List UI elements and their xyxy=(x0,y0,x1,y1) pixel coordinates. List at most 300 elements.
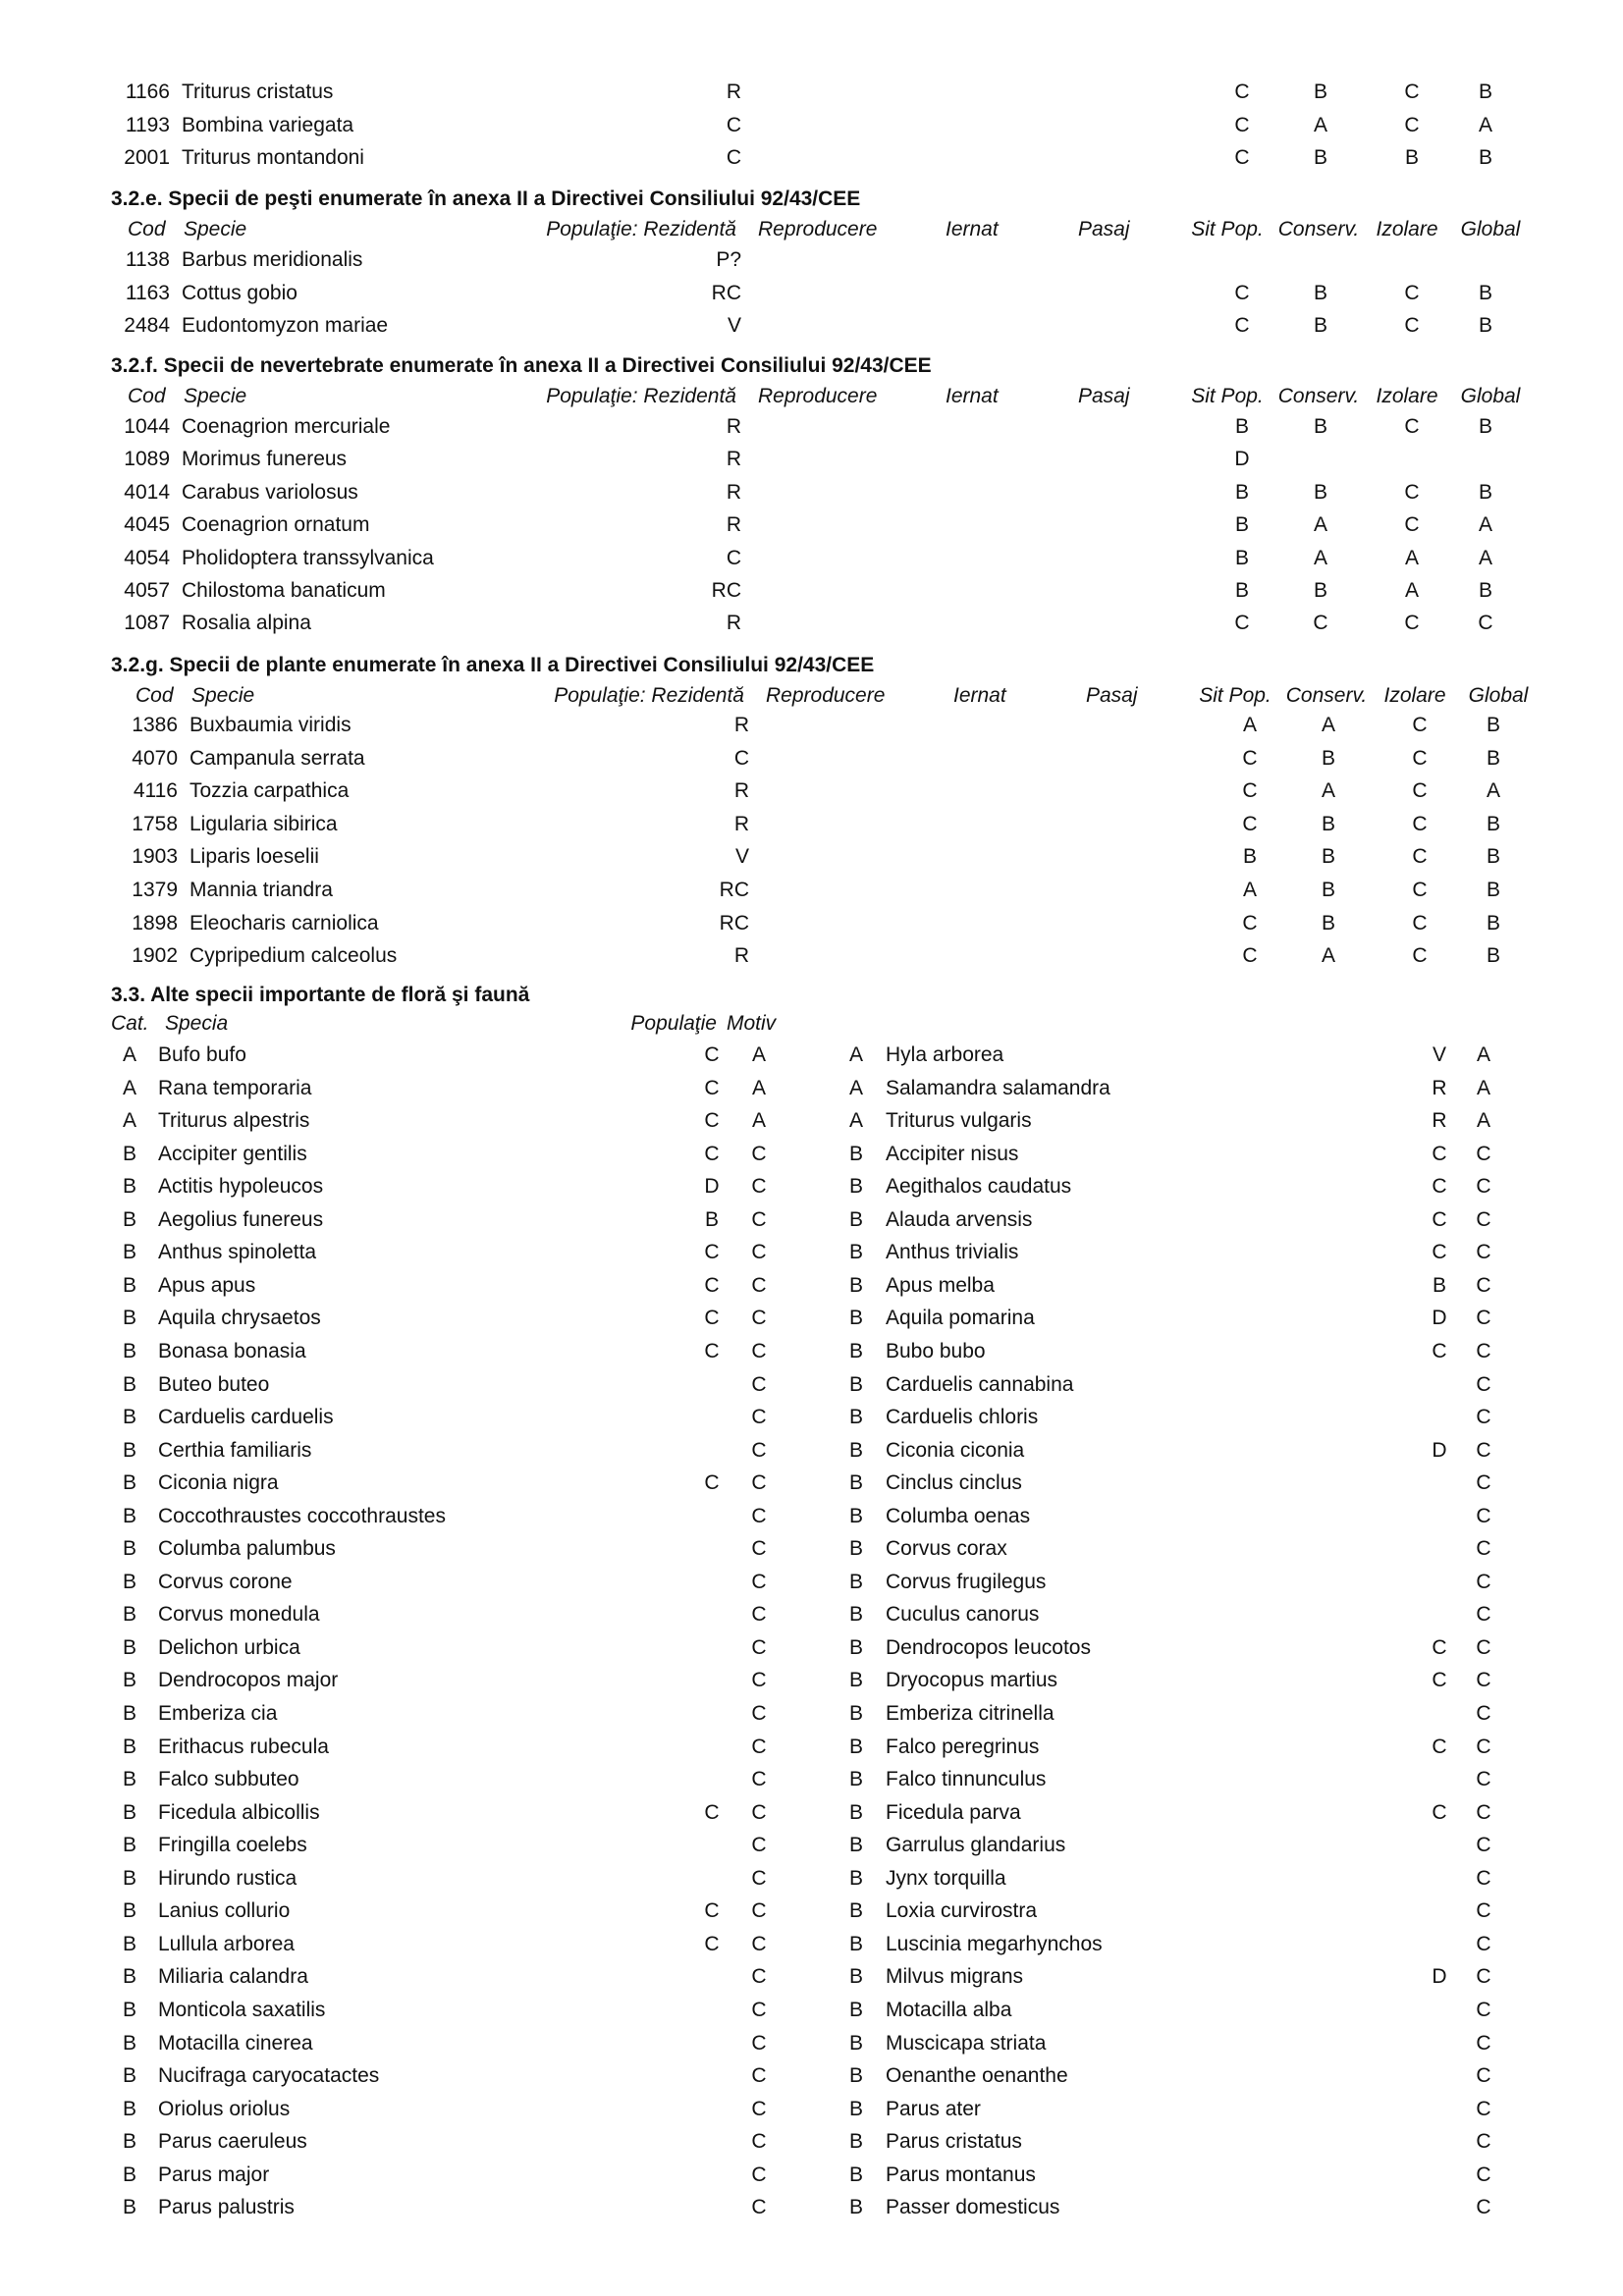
invertebrate-rez-cell: R xyxy=(726,480,741,504)
right-population-cell: R xyxy=(1432,1109,1447,1133)
right-population-cell: C xyxy=(1432,1241,1447,1264)
amphibian-cons-cell: B xyxy=(1313,146,1327,169)
plant-cons-cell: A xyxy=(1321,779,1335,803)
invertebrates-header-specie: Specie xyxy=(184,385,247,407)
other-species-row xyxy=(0,1040,1623,1071)
amphibian-rez-cell: R xyxy=(726,80,741,103)
right-motiv-cell: C xyxy=(1476,1241,1491,1264)
right-population-cell: D xyxy=(1432,1438,1447,1462)
left-motiv-cell: C xyxy=(751,2163,767,2186)
right-population-cell: C xyxy=(1432,1339,1447,1362)
right-population-cell: C xyxy=(1432,1142,1447,1165)
left-motiv-cell: C xyxy=(751,1504,767,1527)
right-species-name: Carduelis cannabina xyxy=(886,1372,1074,1396)
left-motiv-cell: C xyxy=(751,1998,767,2021)
invertebrate-specie-cell: Chilostoma banaticum xyxy=(182,579,386,602)
left-cat-cell: B xyxy=(122,2097,136,2120)
fish-header-glob: Global xyxy=(1460,218,1521,240)
left-species-name: Emberiza cia xyxy=(158,1702,278,1725)
right-motiv-cell: C xyxy=(1476,1866,1491,1890)
right-cat-cell: B xyxy=(848,2064,863,2088)
fish-cod-cell: 2484 xyxy=(124,314,170,337)
left-cat-cell: B xyxy=(122,2130,136,2154)
right-cat-cell: B xyxy=(848,1207,863,1231)
left-species-name: Rana temporaria xyxy=(158,1076,312,1099)
amphibian-sit-cell: C xyxy=(1234,113,1250,136)
right-species-name: Dryocopus martius xyxy=(886,1669,1058,1692)
left-motiv-cell: C xyxy=(751,1965,767,1989)
right-motiv-cell: C xyxy=(1476,1175,1491,1199)
left-species-name: Fringilla coelebs xyxy=(158,1834,307,1857)
right-motiv-cell: C xyxy=(1476,1899,1491,1923)
left-motiv-cell: C xyxy=(751,1702,767,1725)
right-species-name: Anthus trivialis xyxy=(886,1241,1019,1264)
left-species-name: Parus caeruleus xyxy=(158,2130,307,2154)
invertebrate-glob-cell: B xyxy=(1478,480,1492,504)
left-motiv-cell: C xyxy=(751,1273,767,1297)
plant-sit-cell: C xyxy=(1242,746,1258,770)
plant-specie-cell: Tozzia carpathica xyxy=(189,779,350,803)
right-cat-cell: B xyxy=(848,1834,863,1857)
right-species-name: Oenanthe oenanthe xyxy=(886,2064,1068,2088)
fish-row xyxy=(0,278,1623,309)
right-cat-cell: B xyxy=(848,1800,863,1824)
other-species-row xyxy=(0,1303,1623,1334)
right-species-name: Hyla arborea xyxy=(886,1043,1004,1066)
left-motiv-cell: C xyxy=(751,1307,767,1330)
right-population-cell: V xyxy=(1432,1043,1446,1066)
left-cat-cell: A xyxy=(122,1043,136,1066)
left-cat-cell: B xyxy=(122,1537,136,1561)
invertebrate-sit-cell: D xyxy=(1234,448,1250,471)
left-cat-cell: B xyxy=(122,1438,136,1462)
amphibian-izol-cell: B xyxy=(1404,146,1419,169)
plant-rez-cell: C xyxy=(733,746,749,770)
other-species-row xyxy=(0,1171,1623,1202)
other-species-row xyxy=(0,1599,1623,1630)
invertebrates-header-iern: Iernat xyxy=(946,385,999,407)
left-motiv-cell: C xyxy=(751,1175,767,1199)
plant-glob-cell: B xyxy=(1486,714,1500,736)
left-motiv-cell: C xyxy=(751,1735,767,1758)
other-header-motiv: Motiv xyxy=(727,1012,777,1035)
right-population-cell: R xyxy=(1432,1076,1447,1099)
plant-cons-cell: A xyxy=(1321,714,1335,736)
left-population-cell: C xyxy=(704,1241,720,1264)
other-species-row xyxy=(0,1797,1623,1829)
left-species-name: Anthus spinoletta xyxy=(158,1241,317,1264)
amphibian-glob-cell: A xyxy=(1478,113,1492,136)
left-cat-cell: B xyxy=(122,1965,136,1989)
plant-glob-cell: B xyxy=(1486,746,1500,770)
right-species-name: Falco tinnunculus xyxy=(886,1768,1047,1791)
other-species-row xyxy=(0,2060,1623,2092)
amphibian-specie-cell: Triturus montandoni xyxy=(182,146,364,169)
right-motiv-cell: C xyxy=(1476,1471,1491,1495)
right-motiv-cell: C xyxy=(1476,1504,1491,1527)
fish-header-iern: Iernat xyxy=(946,218,999,240)
left-motiv-cell: C xyxy=(751,1372,767,1396)
amphibian-cons-cell: B xyxy=(1313,80,1327,103)
other-species-row xyxy=(0,1533,1623,1565)
fish-row xyxy=(0,310,1623,342)
invertebrate-specie-cell: Carabus variolosus xyxy=(182,480,358,504)
right-motiv-cell: C xyxy=(1476,1735,1491,1758)
left-species-name: Monticola saxatilis xyxy=(158,1998,326,2021)
plant-sit-cell: C xyxy=(1242,944,1258,968)
invertebrate-rez-cell: R xyxy=(726,448,741,471)
left-motiv-cell: C xyxy=(751,1537,767,1561)
fish-glob-cell: B xyxy=(1478,314,1492,337)
other-species-row xyxy=(0,1237,1623,1268)
left-species-name: Columba palumbus xyxy=(158,1537,336,1561)
other-species-row xyxy=(0,1995,1623,2026)
right-population-cell: B xyxy=(1432,1273,1446,1297)
right-population-cell: C xyxy=(1432,1635,1447,1659)
left-cat-cell: B xyxy=(122,1635,136,1659)
right-motiv-cell: C xyxy=(1476,1932,1491,1955)
left-cat-cell: B xyxy=(122,2163,136,2186)
left-species-name: Lullula arborea xyxy=(158,1932,295,1955)
other-species-section-title: 3.3. Alte specii importante de floră şi faună xyxy=(111,984,530,1006)
right-motiv-cell: C xyxy=(1476,2064,1491,2088)
right-population-cell: C xyxy=(1432,1175,1447,1199)
left-species-name: Ficedula albicollis xyxy=(158,1800,320,1824)
right-cat-cell: B xyxy=(848,1768,863,1791)
other-species-row xyxy=(0,1204,1623,1236)
left-cat-cell: B xyxy=(122,1372,136,1396)
plant-row xyxy=(0,841,1623,873)
right-species-name: Apus melba xyxy=(886,1273,995,1297)
left-population-cell: C xyxy=(704,1273,720,1297)
invertebrate-specie-cell: Rosalia alpina xyxy=(182,612,311,635)
invertebrate-row xyxy=(0,608,1623,639)
plant-sit-cell: C xyxy=(1242,779,1258,803)
other-header-cat: Cat. xyxy=(111,1012,149,1035)
left-motiv-cell: C xyxy=(751,1339,767,1362)
left-cat-cell: B xyxy=(122,1735,136,1758)
right-cat-cell: B xyxy=(848,1307,863,1330)
other-species-row xyxy=(0,1830,1623,1861)
plant-row xyxy=(0,710,1623,741)
right-species-name: Salamandra salamandra xyxy=(886,1076,1110,1099)
right-species-name: Parus cristatus xyxy=(886,2130,1022,2154)
left-species-name: Accipiter gentilis xyxy=(158,1142,307,1165)
right-species-name: Muscicapa striata xyxy=(886,2031,1047,2055)
right-species-name: Columba oenas xyxy=(886,1504,1031,1527)
left-cat-cell: B xyxy=(122,1175,136,1199)
invertebrate-izol-cell: C xyxy=(1404,513,1420,537)
other-species-header xyxy=(0,1008,1623,1040)
right-motiv-cell: C xyxy=(1476,2130,1491,2154)
left-cat-cell: B xyxy=(122,2031,136,2055)
plants-header xyxy=(0,680,1623,712)
right-population-cell: C xyxy=(1432,1207,1447,1231)
invertebrates-header-izol: Izolare xyxy=(1376,385,1438,407)
invertebrate-sit-cell: C xyxy=(1234,612,1250,635)
plant-glob-cell: B xyxy=(1486,911,1500,934)
left-species-name: Parus palustris xyxy=(158,2196,295,2219)
plants-header-rez: Populaţie: Rezidentă xyxy=(554,684,744,707)
plant-rez-cell: RC xyxy=(719,911,749,934)
left-population-cell: C xyxy=(704,1109,720,1133)
left-cat-cell: B xyxy=(122,1932,136,1955)
right-motiv-cell: C xyxy=(1476,1768,1491,1791)
right-cat-cell: B xyxy=(848,1339,863,1362)
right-species-name: Alauda arvensis xyxy=(886,1207,1033,1231)
plant-glob-cell: B xyxy=(1486,944,1500,968)
left-cat-cell: B xyxy=(122,1702,136,1725)
right-cat-cell: B xyxy=(848,1372,863,1396)
plant-sit-cell: A xyxy=(1242,879,1257,901)
left-population-cell: D xyxy=(704,1175,720,1199)
left-cat-cell: B xyxy=(122,1241,136,1264)
invertebrate-rez-cell: C xyxy=(726,546,741,569)
plant-cons-cell: B xyxy=(1321,911,1335,934)
right-motiv-cell: C xyxy=(1476,1669,1491,1692)
invertebrate-glob-cell: B xyxy=(1478,579,1492,602)
plant-izol-cell: C xyxy=(1412,879,1428,901)
invertebrate-cod-cell: 4014 xyxy=(124,480,170,504)
other-species-row xyxy=(0,1961,1623,1993)
other-species-row xyxy=(0,1468,1623,1499)
right-cat-cell: B xyxy=(848,1702,863,1725)
invertebrate-cod-cell: 4045 xyxy=(124,513,170,537)
plant-cod-cell: 4116 xyxy=(133,779,178,803)
other-species-row xyxy=(0,1863,1623,1895)
plant-izol-cell: C xyxy=(1412,911,1428,934)
right-species-name: Parus ater xyxy=(886,2097,981,2120)
left-motiv-cell: C xyxy=(751,1834,767,1857)
amphibian-cons-cell: A xyxy=(1313,113,1327,136)
plant-sit-cell: B xyxy=(1242,845,1257,869)
right-species-name: Aegithalos caudatus xyxy=(886,1175,1072,1199)
fish-cons-cell: B xyxy=(1313,281,1327,304)
invertebrate-cod-cell: 4057 xyxy=(124,579,170,602)
left-cat-cell: A xyxy=(122,1109,136,1133)
fish-header-repr: Reproducere xyxy=(758,218,878,240)
left-motiv-cell: C xyxy=(751,1932,767,1955)
amphibian-specie-cell: Triturus cristatus xyxy=(182,80,334,103)
plant-cod-cell: 1902 xyxy=(132,944,178,968)
fish-sit-cell: C xyxy=(1234,314,1250,337)
right-species-name: Garrulus glandarius xyxy=(886,1834,1066,1857)
fish-cons-cell: B xyxy=(1313,314,1327,337)
left-population-cell: C xyxy=(704,1899,720,1923)
right-cat-cell: B xyxy=(848,1241,863,1264)
left-population-cell: C xyxy=(704,1142,720,1165)
right-species-name: Dendrocopos leucotos xyxy=(886,1635,1091,1659)
right-species-name: Ficedula parva xyxy=(886,1800,1021,1824)
left-cat-cell: B xyxy=(122,2064,136,2088)
other-species-row xyxy=(0,1567,1623,1598)
invertebrate-izol-cell: C xyxy=(1404,415,1420,438)
left-species-name: Triturus alpestris xyxy=(158,1109,310,1133)
left-species-name: Falco subbuteo xyxy=(158,1768,299,1791)
right-species-name: Luscinia megarhynchos xyxy=(886,1932,1103,1955)
left-species-name: Motacilla cinerea xyxy=(158,2031,313,2055)
invertebrate-specie-cell: Pholidoptera transsylvanica xyxy=(182,546,434,569)
plant-rez-cell: R xyxy=(733,944,749,968)
right-species-name: Accipiter nisus xyxy=(886,1142,1019,1165)
left-cat-cell: B xyxy=(122,1142,136,1165)
left-motiv-cell: C xyxy=(751,1207,767,1231)
left-population-cell: C xyxy=(704,1307,720,1330)
plant-row xyxy=(0,775,1623,807)
right-motiv-cell: C xyxy=(1476,1998,1491,2021)
left-motiv-cell: A xyxy=(751,1076,766,1099)
plant-glob-cell: A xyxy=(1486,779,1500,803)
other-species-row xyxy=(0,2028,1623,2059)
plants-header-cod: Cod xyxy=(135,684,174,707)
fish-sit-cell: C xyxy=(1234,281,1250,304)
invertebrate-cod-cell: 1087 xyxy=(124,612,170,635)
left-cat-cell: B xyxy=(122,1899,136,1923)
left-motiv-cell: C xyxy=(751,1899,767,1923)
invertebrate-glob-cell: A xyxy=(1478,546,1492,569)
plant-cons-cell: B xyxy=(1321,845,1335,869)
right-motiv-cell: C xyxy=(1476,1406,1491,1429)
left-population-cell: C xyxy=(704,1800,720,1824)
invertebrate-rez-cell: R xyxy=(726,513,741,537)
invertebrate-row xyxy=(0,575,1623,607)
invertebrates-header-sit: Sit Pop. xyxy=(1191,385,1264,407)
left-species-name: Aegolius funereus xyxy=(158,1207,324,1231)
plants-header-iern: Iernat xyxy=(953,684,1006,707)
left-motiv-cell: C xyxy=(751,1406,767,1429)
left-cat-cell: B xyxy=(122,1768,136,1791)
plant-izol-cell: C xyxy=(1412,779,1428,803)
fish-header xyxy=(0,214,1623,245)
invertebrates-header-rez: Populaţie: Rezidentă xyxy=(546,385,736,407)
other-species-row xyxy=(0,1698,1623,1730)
right-motiv-cell: C xyxy=(1476,1800,1491,1824)
left-species-name: Aquila chrysaetos xyxy=(158,1307,321,1330)
right-cat-cell: B xyxy=(848,1932,863,1955)
amphibian-cod-cell: 1193 xyxy=(125,113,170,136)
right-cat-cell: B xyxy=(848,1899,863,1923)
left-cat-cell: B xyxy=(122,1406,136,1429)
invertebrate-row xyxy=(0,411,1623,443)
invertebrate-cons-cell: A xyxy=(1313,513,1327,537)
left-species-name: Actitis hypoleucos xyxy=(158,1175,324,1199)
right-motiv-cell: C xyxy=(1476,2163,1491,2186)
amphibian-izol-cell: C xyxy=(1404,113,1420,136)
left-species-name: Parus major xyxy=(158,2163,270,2186)
amphibian-rez-cell: C xyxy=(726,146,741,169)
plants-section-title: 3.2.g. Specii de plante enumerate în anexa II a Directivei Consiliului 92/43/CEE xyxy=(111,654,875,676)
fish-cod-cell: 1163 xyxy=(125,281,170,304)
fish-header-pasaj: Pasaj xyxy=(1078,218,1130,240)
right-motiv-cell: C xyxy=(1476,2196,1491,2219)
other-species-row xyxy=(0,1139,1623,1170)
left-species-name: Hirundo rustica xyxy=(158,1866,298,1890)
right-motiv-cell: C xyxy=(1476,1635,1491,1659)
fish-specie-cell: Eudontomyzon mariae xyxy=(182,314,389,337)
left-motiv-cell: C xyxy=(751,1768,767,1791)
right-species-name: Milvus migrans xyxy=(886,1965,1024,1989)
plant-specie-cell: Buxbaumia viridis xyxy=(189,714,352,736)
right-cat-cell: A xyxy=(848,1109,863,1133)
left-motiv-cell: C xyxy=(751,2196,767,2219)
invertebrate-cons-cell: B xyxy=(1313,579,1327,602)
left-cat-cell: B xyxy=(122,1570,136,1593)
right-motiv-cell: C xyxy=(1476,2031,1491,2055)
left-motiv-cell: C xyxy=(751,2097,767,2120)
fish-row xyxy=(0,244,1623,276)
amphibian-sit-cell: C xyxy=(1234,146,1250,169)
left-motiv-cell: C xyxy=(751,2130,767,2154)
plant-cod-cell: 1758 xyxy=(132,812,178,835)
left-cat-cell: B xyxy=(122,2196,136,2219)
fish-izol-cell: C xyxy=(1404,281,1420,304)
left-cat-cell: B xyxy=(122,1998,136,2021)
left-cat-cell: B xyxy=(122,1834,136,1857)
left-population-cell: C xyxy=(704,1043,720,1066)
plant-sit-cell: C xyxy=(1242,812,1258,835)
right-motiv-cell: C xyxy=(1476,1207,1491,1231)
right-population-cell: C xyxy=(1432,1669,1447,1692)
right-cat-cell: B xyxy=(848,1570,863,1593)
invertebrate-cons-cell: B xyxy=(1313,415,1327,438)
right-cat-cell: B xyxy=(848,1438,863,1462)
other-species-row xyxy=(0,1073,1623,1104)
other-header-specia: Specia xyxy=(165,1012,229,1035)
invertebrate-rez-cell: R xyxy=(726,415,741,438)
plant-rez-cell: R xyxy=(733,779,749,803)
plant-glob-cell: B xyxy=(1486,812,1500,835)
other-species-row xyxy=(0,1732,1623,1763)
right-population-cell: C xyxy=(1432,1800,1447,1824)
invertebrate-glob-cell: C xyxy=(1478,612,1493,635)
invertebrate-row xyxy=(0,444,1623,475)
invertebrates-section-title: 3.2.f. Specii de nevertebrate enumerate în anexa II a Directivei Consiliului 92/43/CEE xyxy=(111,354,932,377)
right-species-name: Corvus frugilegus xyxy=(886,1570,1047,1593)
left-cat-cell: A xyxy=(122,1076,136,1099)
invertebrate-izol-cell: C xyxy=(1404,480,1420,504)
left-motiv-cell: C xyxy=(751,1241,767,1264)
right-cat-cell: B xyxy=(848,2163,863,2186)
invertebrate-row xyxy=(0,509,1623,541)
right-cat-cell: B xyxy=(848,1965,863,1989)
left-species-name: Buteo buteo xyxy=(158,1372,270,1396)
right-cat-cell: B xyxy=(848,1471,863,1495)
plant-cod-cell: 1386 xyxy=(132,714,178,736)
plants-header-specie: Specie xyxy=(191,684,255,707)
invertebrate-glob-cell: B xyxy=(1478,415,1492,438)
right-motiv-cell: C xyxy=(1476,1438,1491,1462)
invertebrate-cons-cell: A xyxy=(1313,546,1327,569)
left-population-cell: C xyxy=(704,1076,720,1099)
amphibian-specie-cell: Bombina variegata xyxy=(182,113,354,136)
left-species-name: Dendrocopos major xyxy=(158,1669,339,1692)
invertebrate-specie-cell: Morimus funereus xyxy=(182,448,348,471)
left-motiv-cell: C xyxy=(751,2064,767,2088)
other-species-row xyxy=(0,1369,1623,1401)
amphibian-cod-cell: 1166 xyxy=(125,80,170,103)
plants-header-izol: Izolare xyxy=(1383,684,1446,707)
right-species-name: Parus montanus xyxy=(886,2163,1036,2186)
right-species-name: Loxia curvirostra xyxy=(886,1899,1038,1923)
left-cat-cell: B xyxy=(122,1339,136,1362)
left-cat-cell: B xyxy=(122,1307,136,1330)
fish-rez-cell: RC xyxy=(711,281,741,304)
plant-row xyxy=(0,875,1623,906)
right-species-name: Emberiza citrinella xyxy=(886,1702,1055,1725)
right-cat-cell: B xyxy=(848,1537,863,1561)
right-cat-cell: B xyxy=(848,1142,863,1165)
fish-specie-cell: Cottus gobio xyxy=(182,281,298,304)
